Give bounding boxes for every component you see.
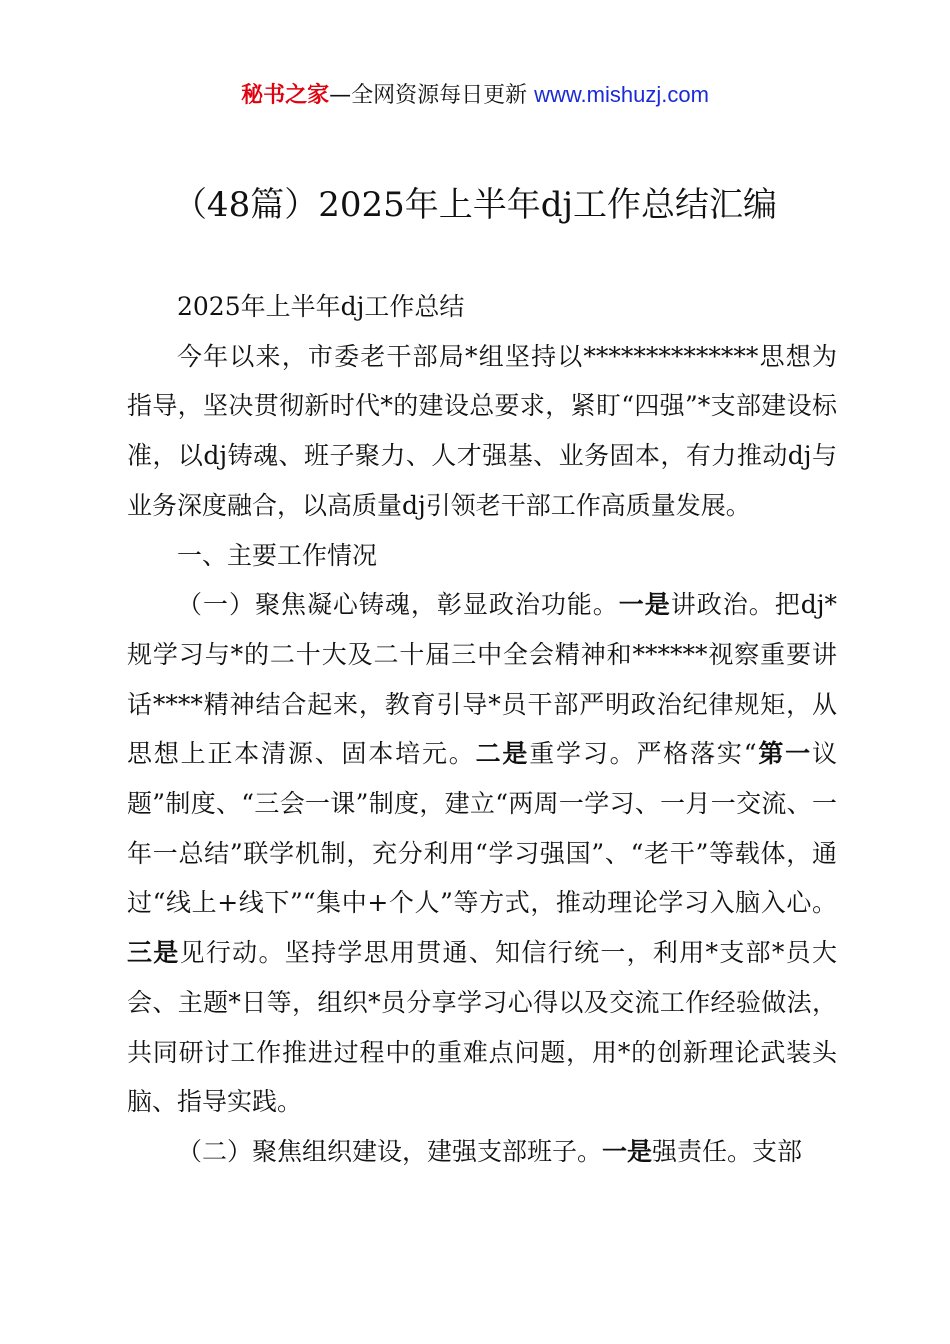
document-body [127, 282, 837, 1177]
paragraph-text: （一）聚焦凝心铸魂，彰显政治功能。 [177, 590, 619, 620]
paragraph-text: 强责任。支部 [652, 1136, 803, 1166]
bold-marker: 三是 [127, 938, 180, 968]
header-tagline: —全网资源每日更新 [329, 83, 535, 108]
paragraph-text: 议题”制度、“三会一课”制度，建立“两周一学习、一月一交流、一年一总结”联学机制，充分利用“学习强国”、“老干”等载体，通过“线上+线下”“集中+个人”等方式，推动理论学习入脑入心。 [127, 739, 837, 918]
paragraph-text: 重学习。严格落实“ [529, 739, 757, 769]
paragraph-text: 见行动。坚持学思用贯通、知信行统一，利用*支部*员大会、主题*日等，组织*员分享学习心得以及交流工作经验做法，共同研讨工作推进过程中的重难点问题，用*的创新理论武装头脑、指导实践。 [127, 938, 837, 1117]
paragraph-section-two [127, 1127, 837, 1177]
paragraph-text: （二）聚焦组织建设，建强支部班子。 [177, 1136, 603, 1166]
section-heading: 一、主要工作情况 [177, 540, 378, 570]
section-subtitle: 2025年上半年dj工作总结 [177, 292, 465, 321]
paragraph-section-one [127, 580, 837, 1127]
site-header [0, 80, 950, 111]
paragraph-text: 讲政治。把dj*规学习与*的二十大及二十届三中全会精神和******视察重要讲话****精神结合起来，教育引导*员干部严明政治纪律规矩，从思想上正本清源、固本培元。 [127, 590, 837, 769]
bold-marker: 一是 [602, 1136, 653, 1166]
bold-marker: 一是 [618, 590, 671, 620]
document-title: （48篇）2025年上半年dj工作总结汇编 [172, 185, 778, 225]
paragraph-intro: 今年以来，市委老干部局*组坚持以**************思想为指导，坚决贯彻新时代*的建设总要求，紧盯“四强”*支部建设标准，以dj铸魂、班子聚力、人才强基、业务固本，有力推动dj与业务深度融合，以高质量dj引领老干部工作高质量发展。 [127, 341, 837, 520]
bold-marker: 第一 [756, 739, 812, 769]
brand-name: 秘书之家 [241, 83, 330, 108]
site-url-link[interactable]: www.mishuzj.com [534, 82, 709, 107]
bold-marker: 二是 [475, 739, 530, 769]
